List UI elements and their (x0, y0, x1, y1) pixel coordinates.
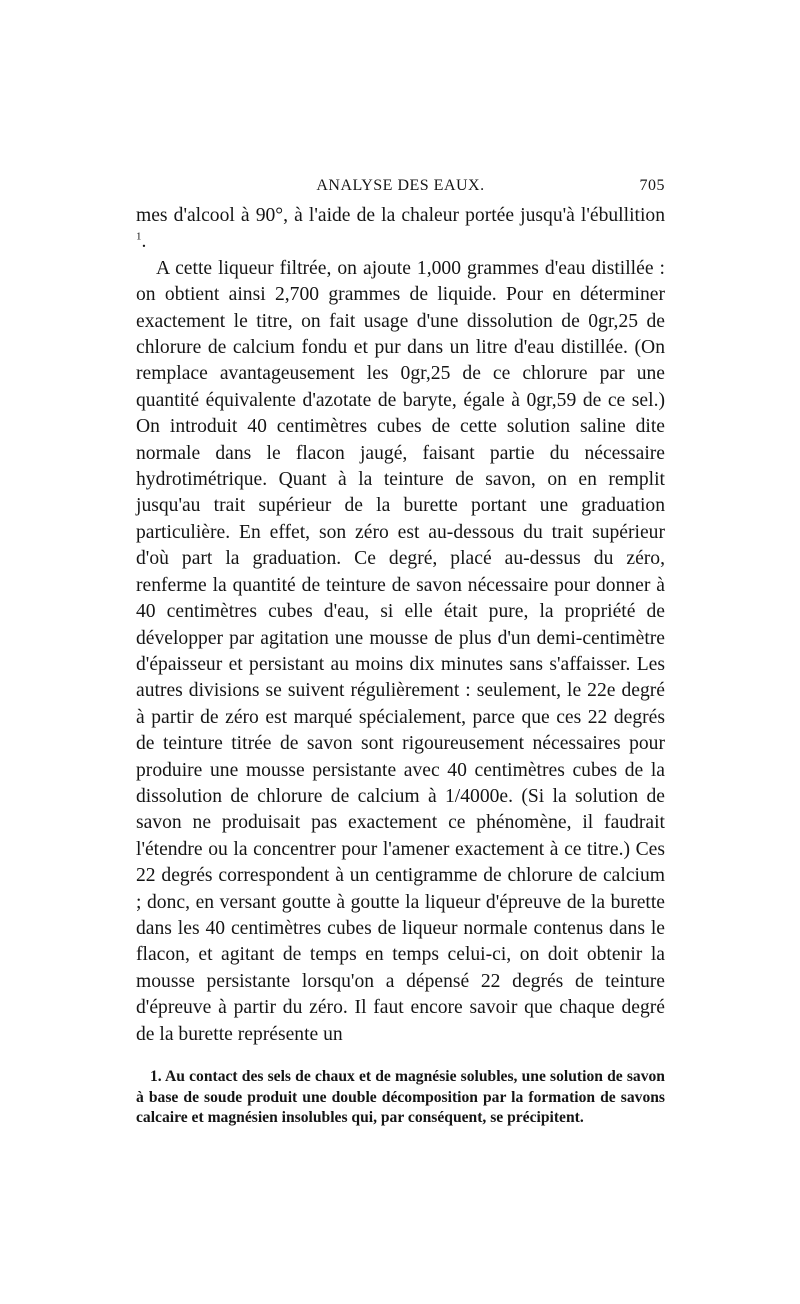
body-text (136, 203, 665, 1048)
footnote-text: Au contact des sels de chaux et de magnésie solubles, une solution de savon à base de soude produit une double décomposition par la formation de savons calcaire et magnésien insolubles qui, par conséquent, se précipitent. (136, 1068, 665, 1127)
footnote-marker: 1. (150, 1068, 162, 1085)
page-number: 705 (639, 177, 665, 194)
paragraph: A cette liqueur filtrée, on ajoute 1,000 grammes d'eau distillée : on obtient ainsi 2,700 grammes de liquide. Pour en déterminer exactement le titre, on fait usage d'une dissolution de 0gr,25 de chlorure de calcium fondu et pur dans un litre d'eau distillée. (On remplace avantageusement les 0gr,25 de ce chlorure par une quantité équivalente d'azotate de baryte, égale à 0gr,59 de ce sel.) On introduit 40 centimètres cubes de cette solution saline dite normale dans le flacon jaugé, faisant partie du nécessaire hydrotimétrique. Quant à la teinture de savon, on en remplit jusqu'au trait supérieur de la burette portant une graduation particulière. En effet, son zéro est au-dessous du trait supérieur d'où part la graduation. Ce degré, placé au-dessus du zéro, renferme la quantité de teinture de savon nécessaire pour donner à 40 centimètres cubes d'eau, si elle était pure, la propriété de développer par agitation une mousse de plus d'un demi-centimètre d'épaisseur et persistant au moins dix minutes sans s'affaisser. Les autres divisions se suivent régulièrement : seulement, le 22e degré à partir de zéro est marqué spécialement, parce que ces 22 degrés de teinture titrée de savon sont rigoureusement nécessaires pour produire une mousse persistante avec 40 centimètres cubes de la dissolution de chlorure de calcium à 1/4000e. (Si la solution de savon ne produisait pas exactement ce phénomène, il faudrait l'étendre ou la concentrer pour l'amener exactement à ce titre.) Ces 22 degrés correspondent à un centigramme de chlorure de calcium ; donc, en versant goutte à goutte la liqueur d'épreuve de la burette dans les 40 centimètres cubes de liqueur normale contenus dans le flacon, et agitant de temps en temps celui-ci, on doit obtenir la mousse persistante lorsqu'on a dépensé 22 degrés de teinture d'épreuve à partir du zéro. Il faut encore savoir que chaque degré de la burette représente un (136, 257, 665, 1045)
paragraph-text: mes d'alcool à 90°, à l'aide de la chaleur portée jusqu'à l'ébullition (136, 205, 665, 226)
footnote (136, 1067, 665, 1129)
running-head (136, 177, 665, 203)
running-title: ANALYSE DES EAUX. (316, 177, 485, 194)
paragraph-continuation (136, 203, 665, 256)
footnotes (136, 1067, 665, 1129)
footnote-reference: 1 (136, 230, 142, 243)
book-page (136, 177, 665, 1129)
paragraph-tail: . (141, 231, 147, 253)
